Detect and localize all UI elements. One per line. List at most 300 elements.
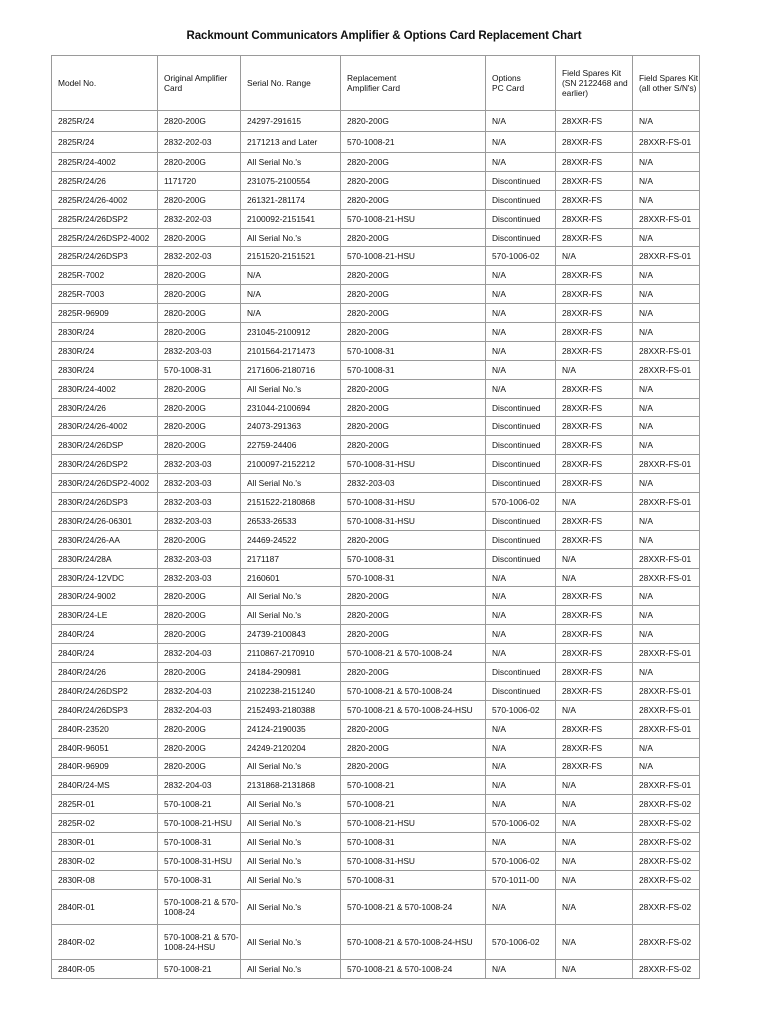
serial-range-cell: 24124-2190035 <box>241 719 341 738</box>
options-card-cell: Discontinued <box>486 549 556 568</box>
replacement-card-cell: 2820-200G <box>341 738 486 757</box>
original-card-cell: 2832-203-03 <box>158 549 241 568</box>
original-card-cell: 570-1008-31 <box>158 360 241 379</box>
replacement-card-cell: 2820-200G <box>341 625 486 644</box>
serial-range-cell: 2152493-2180388 <box>241 700 341 719</box>
col-replacement-amplifier-card: Replacement Amplifier Card <box>341 56 486 111</box>
serial-range-cell: All Serial No.'s <box>241 814 341 833</box>
model-no-cell: 2825R-7003 <box>52 285 158 304</box>
serial-range-cell: All Serial No.'s <box>241 870 341 889</box>
spares-kit-early-cell: 28XXR-FS <box>556 587 633 606</box>
model-no-cell: 2830R/24-4002 <box>52 379 158 398</box>
options-card-cell: N/A <box>486 111 556 132</box>
options-card-cell: Discontinued <box>486 398 556 417</box>
spares-kit-other-cell: N/A <box>633 153 700 172</box>
spares-kit-other-cell: N/A <box>633 323 700 342</box>
serial-range-cell: All Serial No.'s <box>241 153 341 172</box>
original-card-cell: 570-1008-21 & 570-1008-24-HSU <box>158 924 241 959</box>
original-card-cell: 2820-200G <box>158 625 241 644</box>
spares-kit-early-cell: N/A <box>556 700 633 719</box>
table-row <box>52 587 700 606</box>
table-row <box>52 833 700 852</box>
spares-kit-early-cell: 28XXR-FS <box>556 398 633 417</box>
spares-kit-other-cell: N/A <box>633 398 700 417</box>
table-row <box>52 304 700 323</box>
model-no-cell: 2830R/24/26-4002 <box>52 417 158 436</box>
options-card-cell: Discontinued <box>486 663 556 682</box>
options-card-cell: Discontinued <box>486 511 556 530</box>
spares-kit-other-cell: 28XXR-FS-02 <box>633 795 700 814</box>
serial-range-cell: 261321-281174 <box>241 190 341 209</box>
serial-range-cell: All Serial No.'s <box>241 851 341 870</box>
table-row <box>52 474 700 493</box>
replacement-card-cell: 2820-200G <box>341 153 486 172</box>
model-no-cell: 2830R/24 <box>52 360 158 379</box>
serial-range-cell: All Serial No.'s <box>241 606 341 625</box>
serial-range-cell: 24073-291363 <box>241 417 341 436</box>
options-card-cell: 570-1006-02 <box>486 924 556 959</box>
spares-kit-other-cell: 28XXR-FS-01 <box>633 549 700 568</box>
spares-kit-other-cell: N/A <box>633 511 700 530</box>
options-card-cell: N/A <box>486 304 556 323</box>
options-card-cell: 570-1006-02 <box>486 700 556 719</box>
spares-kit-other-cell: N/A <box>633 228 700 247</box>
table-row <box>52 493 700 512</box>
replacement-card-cell: 2832-203-03 <box>341 474 486 493</box>
model-no-cell: 2840R-02 <box>52 924 158 959</box>
original-card-cell: 2832-202-03 <box>158 132 241 153</box>
original-card-cell: 2820-200G <box>158 266 241 285</box>
model-no-cell: 2825R/24 <box>52 132 158 153</box>
spares-kit-early-cell: N/A <box>556 776 633 795</box>
table-row <box>52 228 700 247</box>
model-no-cell: 2840R-01 <box>52 889 158 924</box>
original-card-cell: 2832-204-03 <box>158 681 241 700</box>
spares-kit-other-cell: N/A <box>633 436 700 455</box>
serial-range-cell: All Serial No.'s <box>241 833 341 852</box>
spares-kit-early-cell: 28XXR-FS <box>556 625 633 644</box>
original-card-cell: 2820-200G <box>158 323 241 342</box>
original-card-cell: 2832-203-03 <box>158 455 241 474</box>
replacement-card-cell: 570-1008-31-HSU <box>341 455 486 474</box>
model-no-cell: 2825R-02 <box>52 814 158 833</box>
spares-kit-other-cell: 28XXR-FS-01 <box>633 247 700 266</box>
model-no-cell: 2830R/24-9002 <box>52 587 158 606</box>
replacement-card-cell: 570-1008-21 & 570-1008-24 <box>341 959 486 978</box>
original-card-cell: 2832-204-03 <box>158 644 241 663</box>
spares-kit-early-cell: 28XXR-FS <box>556 341 633 360</box>
original-card-cell: 2820-200G <box>158 190 241 209</box>
table-row <box>52 757 700 776</box>
replacement-card-cell: 570-1008-31-HSU <box>341 511 486 530</box>
model-no-cell: 2830R/24/26-06301 <box>52 511 158 530</box>
model-no-cell: 2840R/24 <box>52 644 158 663</box>
serial-range-cell: 231045-2100912 <box>241 323 341 342</box>
replacement-card-cell: 570-1008-31 <box>341 360 486 379</box>
spares-kit-other-cell: 28XXR-FS-01 <box>633 455 700 474</box>
table-row <box>52 795 700 814</box>
model-no-cell: 2840R/24/26DSP2 <box>52 681 158 700</box>
serial-range-cell: 2101564-2171473 <box>241 341 341 360</box>
table-row <box>52 247 700 266</box>
original-card-cell: 2832-203-03 <box>158 568 241 587</box>
spares-kit-other-cell: 28XXR-FS-01 <box>633 568 700 587</box>
model-no-cell: 2840R/24 <box>52 625 158 644</box>
options-card-cell: N/A <box>486 606 556 625</box>
model-no-cell: 2825R/24 <box>52 111 158 132</box>
serial-range-cell: 22759-24406 <box>241 436 341 455</box>
spares-kit-early-cell: 28XXR-FS <box>556 266 633 285</box>
replacement-card-cell: 570-1008-21 & 570-1008-24 <box>341 889 486 924</box>
spares-kit-early-cell: 28XXR-FS <box>556 719 633 738</box>
spares-kit-other-cell: N/A <box>633 190 700 209</box>
model-no-cell: 2840R-23520 <box>52 719 158 738</box>
replacement-card-cell: 2820-200G <box>341 587 486 606</box>
options-card-cell: N/A <box>486 153 556 172</box>
model-no-cell: 2830R/24/26 <box>52 398 158 417</box>
spares-kit-other-cell: 28XXR-FS-01 <box>633 681 700 700</box>
spares-kit-other-cell: N/A <box>633 171 700 190</box>
replacement-card-cell: 570-1008-31 <box>341 549 486 568</box>
spares-kit-early-cell: N/A <box>556 851 633 870</box>
original-card-cell: 2832-202-03 <box>158 247 241 266</box>
replacement-card-cell: 2820-200G <box>341 719 486 738</box>
serial-range-cell: 2160601 <box>241 568 341 587</box>
spares-kit-early-cell: 28XXR-FS <box>556 304 633 323</box>
original-card-cell: 2832-204-03 <box>158 776 241 795</box>
model-no-cell: 2830R-08 <box>52 870 158 889</box>
model-no-cell: 2840R/24/26DSP3 <box>52 700 158 719</box>
replacement-chart-table <box>51 55 700 979</box>
replacement-card-cell: 570-1008-21 & 570-1008-24-HSU <box>341 700 486 719</box>
spares-kit-early-cell: N/A <box>556 549 633 568</box>
table-header <box>52 56 700 111</box>
replacement-card-cell: 2820-200G <box>341 757 486 776</box>
options-card-cell: N/A <box>486 719 556 738</box>
spares-kit-early-cell: N/A <box>556 870 633 889</box>
replacement-card-cell: 570-1008-31-HSU <box>341 493 486 512</box>
original-card-cell: 2820-200G <box>158 228 241 247</box>
spares-kit-other-cell: N/A <box>633 738 700 757</box>
spares-kit-early-cell: 28XXR-FS <box>556 111 633 132</box>
replacement-card-cell: 570-1008-21-HSU <box>341 209 486 228</box>
replacement-card-cell: 570-1008-31 <box>341 833 486 852</box>
table-row <box>52 285 700 304</box>
replacement-card-cell: 570-1008-21 & 570-1008-24 <box>341 681 486 700</box>
serial-range-cell: 26533-26533 <box>241 511 341 530</box>
spares-kit-early-cell: 28XXR-FS <box>556 738 633 757</box>
spares-kit-other-cell: 28XXR-FS-02 <box>633 870 700 889</box>
table-row <box>52 530 700 549</box>
replacement-card-cell: 570-1008-21 <box>341 795 486 814</box>
original-card-cell: 2820-200G <box>158 417 241 436</box>
options-card-cell: N/A <box>486 959 556 978</box>
replacement-card-cell: 570-1008-21 <box>341 776 486 795</box>
original-card-cell: 2820-200G <box>158 436 241 455</box>
col-model-no: Model No. <box>52 56 158 111</box>
options-card-cell: 570-1006-02 <box>486 814 556 833</box>
table-row <box>52 511 700 530</box>
serial-range-cell: 231075-2100554 <box>241 171 341 190</box>
replacement-card-cell: 570-1008-31 <box>341 341 486 360</box>
options-card-cell: 570-1011-00 <box>486 870 556 889</box>
original-card-cell: 570-1008-21 <box>158 795 241 814</box>
model-no-cell: 2825R/24/26DSP2-4002 <box>52 228 158 247</box>
replacement-card-cell: 2820-200G <box>341 417 486 436</box>
options-card-cell: N/A <box>486 757 556 776</box>
options-card-cell: Discontinued <box>486 209 556 228</box>
original-card-cell: 2832-203-03 <box>158 474 241 493</box>
options-card-cell: Discontinued <box>486 228 556 247</box>
spares-kit-other-cell: 28XXR-FS-01 <box>633 700 700 719</box>
page-title: Rackmount Communicators Amplifier & Options Card Replacement Chart <box>186 30 582 42</box>
original-card-cell: 2820-200G <box>158 606 241 625</box>
replacement-card-cell: 570-1008-31 <box>341 870 486 889</box>
original-card-cell: 570-1008-21-HSU <box>158 814 241 833</box>
header-row <box>52 56 700 111</box>
options-card-cell: Discontinued <box>486 474 556 493</box>
options-card-cell: Discontinued <box>486 436 556 455</box>
original-card-cell: 2820-200G <box>158 738 241 757</box>
options-card-cell: N/A <box>486 738 556 757</box>
model-no-cell: 2825R/24-4002 <box>52 153 158 172</box>
original-card-cell: 2820-200G <box>158 153 241 172</box>
spares-kit-early-cell: N/A <box>556 360 633 379</box>
table-row <box>52 870 700 889</box>
replacement-card-cell: 2820-200G <box>341 663 486 682</box>
serial-range-cell: All Serial No.'s <box>241 587 341 606</box>
table-row <box>52 681 700 700</box>
model-no-cell: 2830R-01 <box>52 833 158 852</box>
replacement-card-cell: 2820-200G <box>341 171 486 190</box>
serial-range-cell: 2171213 and Later <box>241 132 341 153</box>
serial-range-cell: All Serial No.'s <box>241 959 341 978</box>
model-no-cell: 2830R/24/26-AA <box>52 530 158 549</box>
spares-kit-early-cell: 28XXR-FS <box>556 132 633 153</box>
spares-kit-other-cell: N/A <box>633 474 700 493</box>
col-options-pc-card: Options PC Card <box>486 56 556 111</box>
replacement-card-cell: 570-1008-31 <box>341 568 486 587</box>
replacement-card-cell: 2820-200G <box>341 436 486 455</box>
col-original-amplifier-card: Original Amplifier Card <box>158 56 241 111</box>
serial-range-cell: 24469-24522 <box>241 530 341 549</box>
spares-kit-other-cell: 28XXR-FS-02 <box>633 833 700 852</box>
spares-kit-other-cell: N/A <box>633 757 700 776</box>
serial-range-cell: All Serial No.'s <box>241 379 341 398</box>
replacement-card-cell: 2820-200G <box>341 304 486 323</box>
replacement-card-cell: 2820-200G <box>341 228 486 247</box>
spares-kit-other-cell: N/A <box>633 530 700 549</box>
original-card-cell: 2820-200G <box>158 530 241 549</box>
table-row <box>52 924 700 959</box>
original-card-cell: 570-1008-31 <box>158 833 241 852</box>
spares-kit-early-cell: N/A <box>556 924 633 959</box>
options-card-cell: N/A <box>486 625 556 644</box>
options-card-cell: Discontinued <box>486 417 556 436</box>
spares-kit-early-cell: N/A <box>556 814 633 833</box>
spares-kit-other-cell: N/A <box>633 606 700 625</box>
table-row <box>52 568 700 587</box>
model-no-cell: 2840R/24/26 <box>52 663 158 682</box>
serial-range-cell: All Serial No.'s <box>241 889 341 924</box>
spares-kit-other-cell: 28XXR-FS-01 <box>633 719 700 738</box>
original-card-cell: 2832-203-03 <box>158 341 241 360</box>
table-row <box>52 153 700 172</box>
options-card-cell: N/A <box>486 323 556 342</box>
table-row <box>52 209 700 228</box>
table-row <box>52 814 700 833</box>
serial-range-cell: 2100097-2152212 <box>241 455 341 474</box>
serial-range-cell: 2151520-2151521 <box>241 247 341 266</box>
spares-kit-early-cell: 28XXR-FS <box>556 285 633 304</box>
replacement-card-cell: 2820-200G <box>341 606 486 625</box>
spares-kit-other-cell: 28XXR-FS-02 <box>633 814 700 833</box>
spares-kit-early-cell: 28XXR-FS <box>556 511 633 530</box>
spares-kit-early-cell: 28XXR-FS <box>556 663 633 682</box>
replacement-card-cell: 2820-200G <box>341 530 486 549</box>
model-no-cell: 2825R/24/26DSP3 <box>52 247 158 266</box>
table-row <box>52 171 700 190</box>
serial-range-cell: 2131868-2131868 <box>241 776 341 795</box>
table-row <box>52 417 700 436</box>
options-card-cell: N/A <box>486 360 556 379</box>
table-row <box>52 266 700 285</box>
spares-kit-other-cell: 28XXR-FS-02 <box>633 959 700 978</box>
table-body <box>52 111 700 979</box>
table-row <box>52 625 700 644</box>
original-card-cell: 2820-200G <box>158 663 241 682</box>
col-field-spares-kit-other: Field Spares Kit (all other S/N's) <box>633 56 700 111</box>
spares-kit-early-cell: N/A <box>556 833 633 852</box>
model-no-cell: 2830R/24/26DSP2 <box>52 455 158 474</box>
original-card-cell: 2820-200G <box>158 587 241 606</box>
table-row <box>52 111 700 132</box>
original-card-cell: 2820-200G <box>158 304 241 323</box>
spares-kit-other-cell: N/A <box>633 304 700 323</box>
model-no-cell: 2840R-96909 <box>52 757 158 776</box>
spares-kit-other-cell: N/A <box>633 663 700 682</box>
options-card-cell: N/A <box>486 341 556 360</box>
options-card-cell: Discontinued <box>486 171 556 190</box>
model-no-cell: 2825R-96909 <box>52 304 158 323</box>
spares-kit-other-cell: 28XXR-FS-01 <box>633 493 700 512</box>
table-row <box>52 606 700 625</box>
spares-kit-other-cell: 28XXR-FS-01 <box>633 776 700 795</box>
spares-kit-other-cell: N/A <box>633 379 700 398</box>
table-row <box>52 549 700 568</box>
spares-kit-early-cell: 28XXR-FS <box>556 757 633 776</box>
original-card-cell: 570-1008-31 <box>158 870 241 889</box>
spares-kit-early-cell: 28XXR-FS <box>556 171 633 190</box>
table-row <box>52 719 700 738</box>
options-card-cell: N/A <box>486 568 556 587</box>
options-card-cell: N/A <box>486 833 556 852</box>
serial-range-cell: 2171606-2180716 <box>241 360 341 379</box>
serial-range-cell: All Serial No.'s <box>241 924 341 959</box>
spares-kit-early-cell: N/A <box>556 247 633 266</box>
table-row <box>52 663 700 682</box>
serial-range-cell: All Serial No.'s <box>241 228 341 247</box>
spares-kit-early-cell: 28XXR-FS <box>556 436 633 455</box>
options-card-cell: N/A <box>486 644 556 663</box>
original-card-cell: 570-1008-21 & 570-1008-24 <box>158 889 241 924</box>
spares-kit-other-cell: N/A <box>633 266 700 285</box>
table-row <box>52 323 700 342</box>
serial-range-cell: 2100092-2151541 <box>241 209 341 228</box>
spares-kit-early-cell: 28XXR-FS <box>556 681 633 700</box>
spares-kit-other-cell: 28XXR-FS-01 <box>633 132 700 153</box>
serial-range-cell: 231044-2100694 <box>241 398 341 417</box>
original-card-cell: 570-1008-21 <box>158 959 241 978</box>
serial-range-cell: 2171187 <box>241 549 341 568</box>
spares-kit-early-cell: 28XXR-FS <box>556 530 633 549</box>
options-card-cell: N/A <box>486 132 556 153</box>
serial-range-cell: All Serial No.'s <box>241 757 341 776</box>
spares-kit-other-cell: N/A <box>633 285 700 304</box>
spares-kit-other-cell: 28XXR-FS-01 <box>633 644 700 663</box>
options-card-cell: Discontinued <box>486 455 556 474</box>
spares-kit-early-cell: N/A <box>556 493 633 512</box>
spares-kit-other-cell: 28XXR-FS-01 <box>633 341 700 360</box>
original-card-cell: 2820-200G <box>158 757 241 776</box>
serial-range-cell: All Serial No.'s <box>241 795 341 814</box>
original-card-cell: 2832-202-03 <box>158 209 241 228</box>
serial-range-cell: 24297-291615 <box>241 111 341 132</box>
serial-range-cell: 24184-290981 <box>241 663 341 682</box>
serial-range-cell: N/A <box>241 266 341 285</box>
model-no-cell: 2830R/24/28A <box>52 549 158 568</box>
model-no-cell: 2825R/24/26 <box>52 171 158 190</box>
options-card-cell: Discontinued <box>486 530 556 549</box>
serial-range-cell: N/A <box>241 285 341 304</box>
col-field-spares-kit-early: Field Spares Kit (SN 2122468 and earlier) <box>556 56 633 111</box>
model-no-cell: 2830R/24-LE <box>52 606 158 625</box>
model-no-cell: 2840R/24-MS <box>52 776 158 795</box>
options-card-cell: N/A <box>486 587 556 606</box>
model-no-cell: 2830R/24 <box>52 341 158 360</box>
model-no-cell: 2830R/24/26DSP <box>52 436 158 455</box>
replacement-card-cell: 2820-200G <box>341 398 486 417</box>
table-row <box>52 398 700 417</box>
model-no-cell: 2840R-05 <box>52 959 158 978</box>
table-row <box>52 455 700 474</box>
table-row <box>52 889 700 924</box>
spares-kit-other-cell: 28XXR-FS-02 <box>633 924 700 959</box>
serial-range-cell: 2102238-2151240 <box>241 681 341 700</box>
serial-range-cell: 24739-2100843 <box>241 625 341 644</box>
spares-kit-other-cell: 28XXR-FS-02 <box>633 889 700 924</box>
options-card-cell: 570-1006-02 <box>486 493 556 512</box>
original-card-cell: 2820-200G <box>158 719 241 738</box>
replacement-card-cell: 2820-200G <box>341 323 486 342</box>
original-card-cell: 2832-203-03 <box>158 493 241 512</box>
table-row <box>52 190 700 209</box>
col-serial-no-range: Serial No. Range <box>241 56 341 111</box>
spares-kit-other-cell: N/A <box>633 111 700 132</box>
spares-kit-other-cell: N/A <box>633 417 700 436</box>
spares-kit-early-cell: 28XXR-FS <box>556 606 633 625</box>
original-card-cell: 2820-200G <box>158 111 241 132</box>
options-card-cell: Discontinued <box>486 681 556 700</box>
table-row <box>52 959 700 978</box>
spares-kit-early-cell: 28XXR-FS <box>556 644 633 663</box>
model-no-cell: 2830R/24/26DSP3 <box>52 493 158 512</box>
spares-kit-early-cell: 28XXR-FS <box>556 209 633 228</box>
options-card-cell: 570-1006-02 <box>486 247 556 266</box>
table-row <box>52 341 700 360</box>
replacement-card-cell: 2820-200G <box>341 285 486 304</box>
model-no-cell: 2825R/24/26-4002 <box>52 190 158 209</box>
